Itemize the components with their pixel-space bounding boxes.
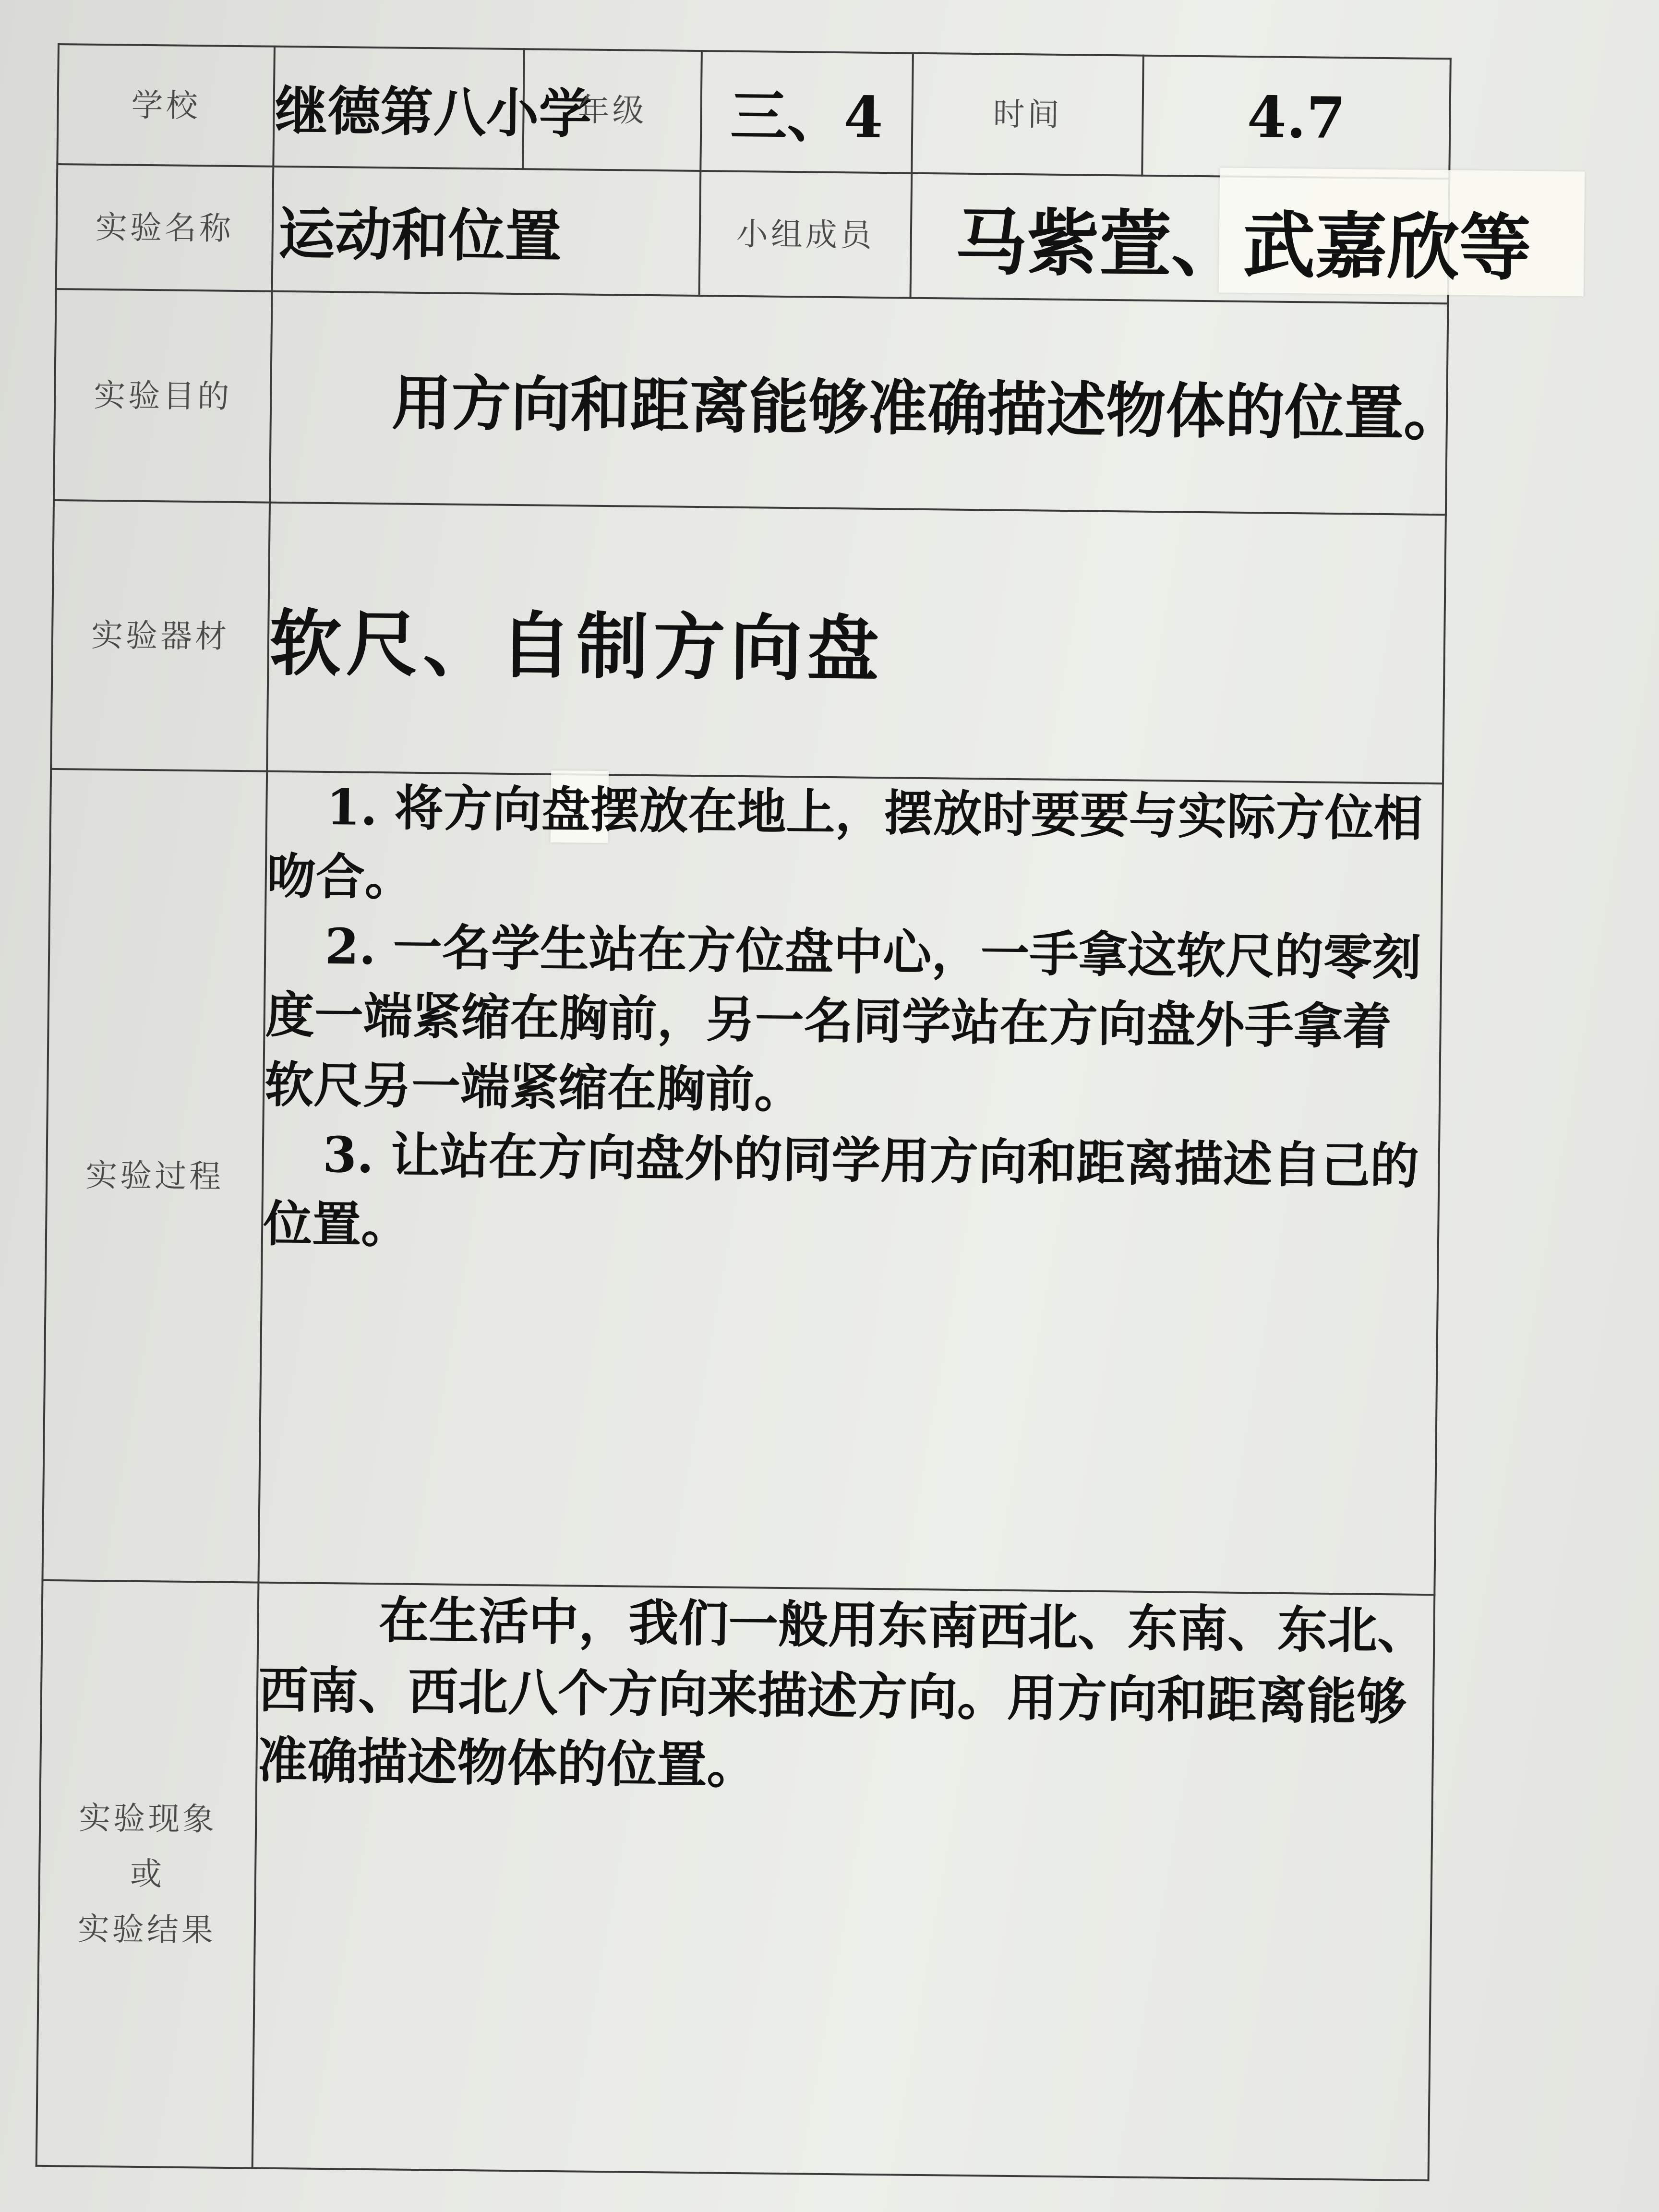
process-step: 1. 将方向盘摆放在地上，摆放时要要与实际方位相吻合。 — [266, 778, 1423, 907]
row-purpose — [54, 289, 1448, 515]
process-step: 2. 一名学生站在方位盘中心，一手拿这软尺的零刻度一端紧缩在胸前，另一名同学站在方向盘外手拿着软尺另一端紧缩在胸前。 — [264, 917, 1422, 1119]
grade-value: 三、4 — [700, 51, 913, 173]
result-label-line: 实验现象 — [78, 1799, 217, 1838]
process-step: 3. 让站在方向盘外的同学用方向和距离描述自己的位置。 — [263, 1126, 1419, 1254]
result-label-line: 实验结果 — [77, 1910, 216, 1949]
purpose-label: 实验目的 — [54, 289, 272, 503]
result-label — [36, 1580, 259, 2168]
experiment-record-form — [35, 43, 1532, 2194]
members-label: 小组成员 — [699, 171, 912, 298]
experiment-name-label: 实验名称 — [56, 164, 274, 291]
process-cell — [258, 771, 1443, 1595]
form-table — [36, 43, 1532, 2181]
result-label-line: 或 — [130, 1855, 165, 1893]
row-materials — [51, 500, 1446, 783]
members-cell — [911, 173, 1532, 304]
school-value: 继德第八小学 — [273, 47, 524, 169]
grade-label: 年级 — [523, 49, 702, 171]
row-school — [57, 44, 1450, 179]
time-label: 时间 — [912, 53, 1143, 176]
row-process — [42, 769, 1443, 1595]
school-label: 学校 — [57, 44, 275, 167]
row-experiment-name — [56, 164, 1450, 303]
materials-label: 实验器材 — [51, 500, 270, 771]
process-label: 实验过程 — [42, 769, 267, 1583]
members-value: 马紫萱、武嘉欣等 — [954, 200, 1532, 291]
purpose-value: 用方向和距离能够准确描述物体的位置。 — [270, 291, 1448, 515]
result-value: 在生活中，我们一般用东南西北、东南、东北、西南、西北八个方向来描述方向。用方向和距离能够准确描述物体的位置。 — [257, 1590, 1428, 1795]
row-result — [36, 1580, 1435, 2180]
time-value: 4.7 — [1142, 56, 1451, 179]
experiment-name-value: 运动和位置 — [272, 167, 701, 296]
result-cell — [252, 1583, 1435, 2181]
materials-value: 软尺、自制方向盘 — [267, 503, 1446, 784]
